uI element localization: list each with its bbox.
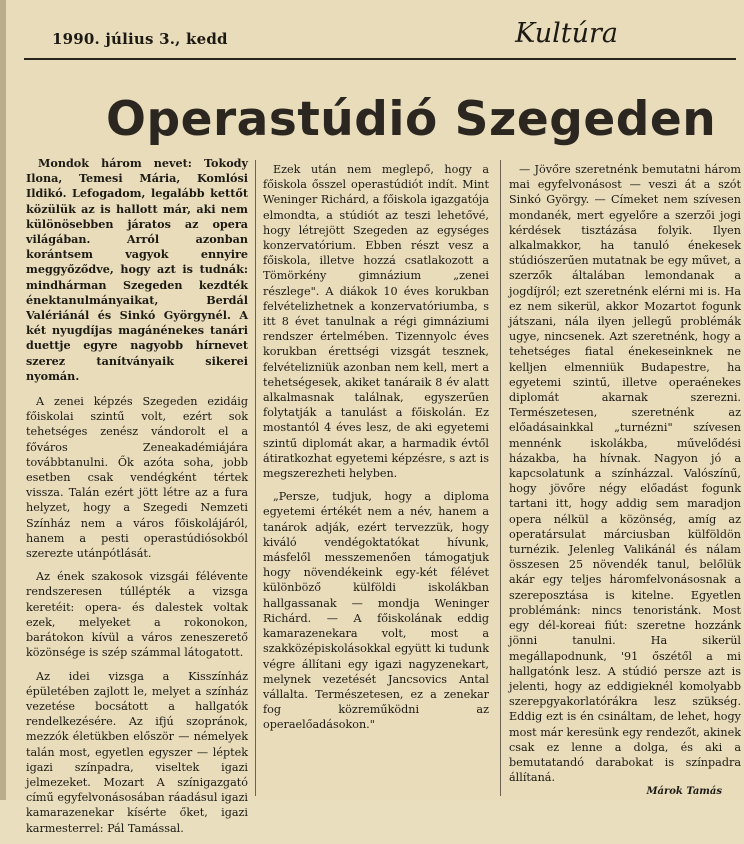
publication-date: 1990. július 3., kedd: [52, 30, 228, 48]
article-lead: Mondok három nevet: Tokody Ilona, Temesi Mária, Komlósi Ildikó. Lefogadom, legalább kettőt közülük az is hallott már, aki nem különösebben járatos az opera világában. Arról azonban korántsem vagyok ennyire meggyőződve, hogy azt is tudnák: mindhárman Szegeden kezdték énektanulmányaikat, Berdál Valériánál és Sinkó Györgynél. A két nyugdíjas magánénekes tanári duettje egyre nagyobb hírnevet szerez tanítványaik sikerei nyomán.: [26, 156, 248, 383]
page-header: [24, 14, 736, 60]
section-title: Kultúra: [515, 18, 618, 49]
article-column-3: [509, 162, 741, 793]
paragraph: Az ének szakosok vizsgái félévente rendszeresen túllépték a vizsga keretéit: opera- és dalestek voltak ezek, melyeket a rokonokon, barátokon kívül a város zeneszerető közönsége is szép számmal látogatott.: [26, 570, 248, 660]
column-divider: [255, 160, 256, 796]
paragraph: Ezek után nem meglepő, hogy a főiskola ősszel operastúdiót indít. Mint Weninger Richárd, a főiskola igazgatója elmondta, a stúdiót az teszi lehetővé, hogy létrejött Szegeden az egységes konzervatórium. Ebben részt vesz a főiskola, illetve hozzá csatlakozott a Tömörkény gimnázium „zenei részlege". A diákok 10 éves korukban felvételizhetnek a konzervatóriumba, s itt 8 évet tanulnak a régi gimnáziumi rendszer értelmében. Tizennyolc éves korukban érettségi vizsgát tesznek, felvételizniük azonban nem kell, mert a tehetségesek, akiket tanáraik 8 év alatt alkalmasnak találnak, egyszerűen folytatják a tanulást a főiskolán. Ez mostantól 4 éves lesz, de aki egyetemi szintű diplomát akar, a harmadik évtől átiratkozhat egyetemi képzésre, s azt is megszerezheti helyben.: [263, 163, 489, 481]
article-column-1: [26, 156, 248, 844]
column-divider: [500, 160, 501, 796]
paragraph: Az idei vizsga a Kisszínház épületében zajlott le, melyet a színház vezetése bocsátott a hallgatók rendelkezésére. Az ifjú szopránok, mezzók életükben először — némelyek talán most, egyetlen egyszer — léptek igazi színpadra, viseltek igazi jelmezeket. Mozart A színigazgató című egyfelvonásosában ráadásul igazi kamarazenekar kísérte őket, igazi karmesterrel: Pál Tamással.: [26, 669, 248, 835]
article-headline: Operastúdió Szegeden: [106, 92, 717, 147]
paragraph: — Jövőre szeretnénk bemutatni három mai egyfelvonásost — veszi át a szót Sinkó György. — Címeket nem szívesen mondanék, mert egyelőre a szerzői jogi kérdések tisztázása folyik. Ilyen alkalmakkor, ha tanuló énekesek stúdiószerűen mutatnak be egy művet, a szerzők általában lemondanak a jogdíjról; ezt szeretnénk elérni mi is. Ha ez nem sikerül, akkor Mozartot fogunk játszani, nála ilyen jellegű problémák ugye, nincsenek. Azt szeretnénk, hogy a tehetséges fiatal énekeseinknek ne kelljen elmenniük Budapestre, ha egyetemi szintű, illetve operaénekes diplomát akarnak szerezni. Természetesen, szeretnénk az előadásainkkal „turnézni" szívesen mennénk iskolákba, művelődési házakba, ha hívnak. Nagyon jó a kapcsolatunk a színházzal. Valószínű, hogy jövőre négy előadást fogunk tartani itt, hogy addig sem maradjon opera nélkül a közönség, amíg az operatársulat márciusban külföldön turnézik. Jelenleg Valikánál és nálam összesen 25 növendék tanul, belőlük akár egy teljes háromfelvonásosnak a szereposztása is kitelne. Egyetlen problémánk: nincs tenoristánk. Most egy dél-koreai fiút: szeretne hozzánk jönni tanulni. Ha sikerül megállapodnunk, '91 őszétől a mi hallgatónk lesz. A stúdió persze azt is jelenti, hogy az eddigieknél komolyabb szerepgyakorlatórákra lesz szükség. Eddig ezt is én csináltam, de lehet, hogy most már keresünk egy rendezőt, akinek csak ez lenne a dolga, és aki a bemutatandó darabokat is színpadra állítaná.: [509, 163, 741, 785]
paragraph: A zenei képzés Szegeden ezidáig főiskolai szintű volt, ezért sok tehetséges zenész vándorolt el a főváros Zeneakadémiájára továbbtanulni. Ők azóta soha, jobb esetben csak vendégként tértek vissza. Talán ezért jött létre az a fura helyzet, hogy a Szegedi Nemzeti Színház nem a város főiskolájáról, hanem a pesti operastúdiósokból szerezte utánpótlását.: [26, 395, 248, 561]
article-column-2: [263, 162, 489, 741]
paragraph: „Persze, tudjuk, hogy a diploma egyetemi értékét nem a név, hanem a tanárok adják, ezért tervezzük, hogy kiváló vendégoktatókat hívunk, másfelől messzemenően támogatjuk hogy növendékeink egy-két félévet különböző külföldi iskolákban hallgassanak — mondja Weninger Richárd. — A főiskolának eddig kamarazenekara volt, most a szakközépiskolásokkal együtt ki tudunk végre állítani egy igazi nagyzenekart, melynek vezetését Jancsovics Antal vállalta. Természetesen, ez a zenekar fog közreműködni az operaelőadásokon.": [263, 490, 489, 732]
author-byline: Márok Tamás: [646, 786, 722, 797]
